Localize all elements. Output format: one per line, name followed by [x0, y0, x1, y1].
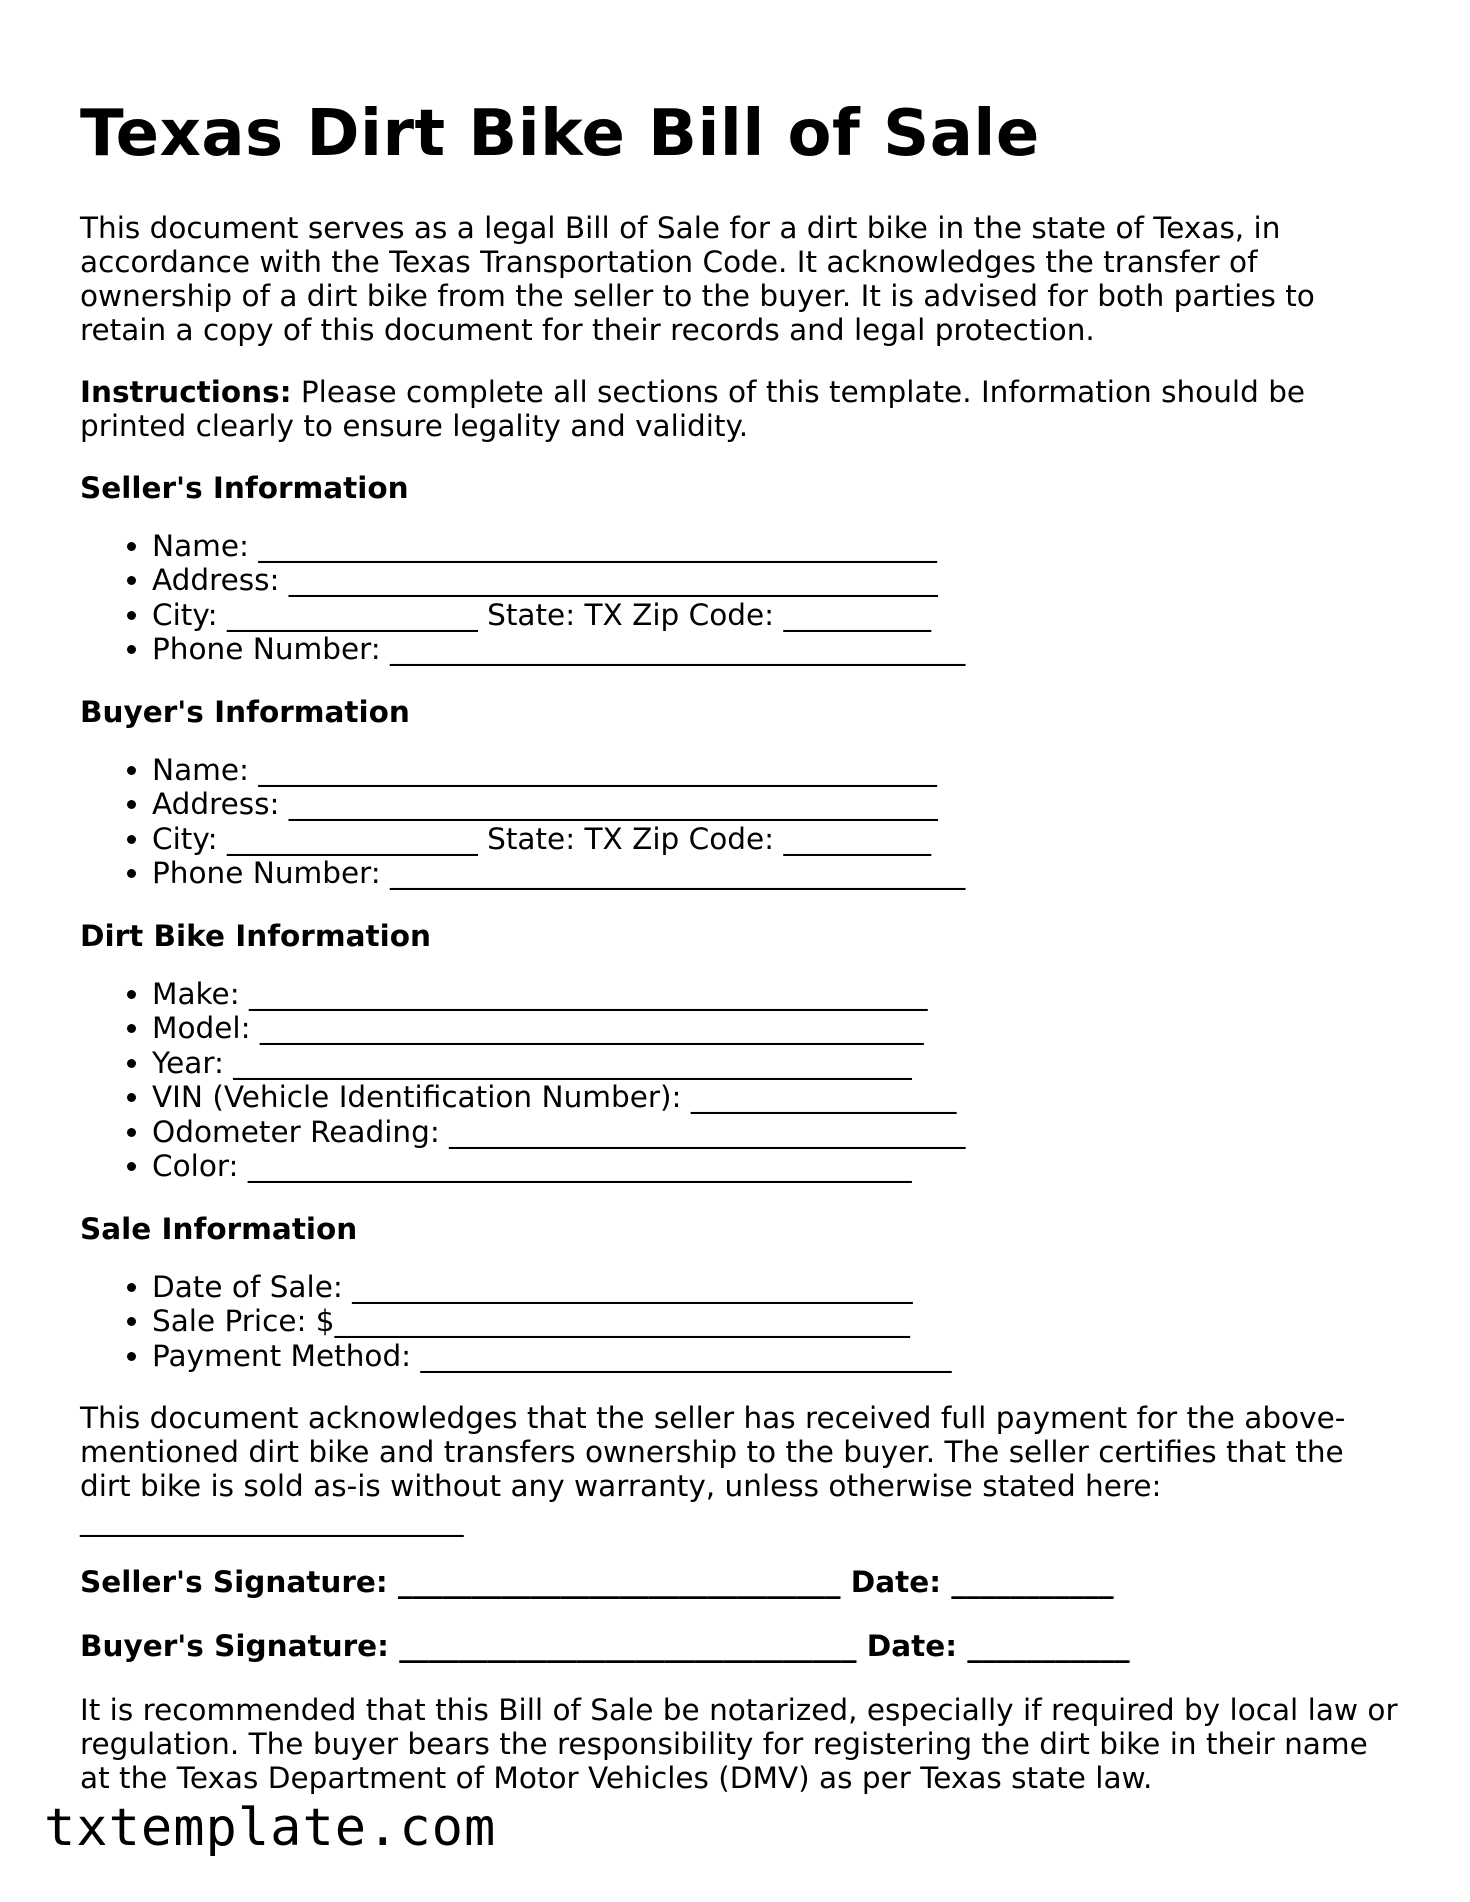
buyer-phone-field[interactable]: • Phone Number: _______________________________________	[152, 856, 1400, 891]
buyer-fields	[80, 753, 1400, 891]
sale-date-field[interactable]: • Date of Sale: ______________________________________	[152, 1270, 1400, 1305]
sale-heading: Sale Information	[80, 1211, 358, 1246]
instructions-label: Instructions:	[80, 374, 292, 409]
buyer-heading: Buyer's Information	[80, 694, 410, 729]
bike-fields	[80, 977, 1400, 1184]
seller-fields	[80, 529, 1400, 667]
bike-odometer-field[interactable]: • Odometer Reading: ___________________________________	[152, 1115, 1400, 1150]
bike-heading: Dirt Bike Information	[80, 918, 431, 953]
bike-year-field[interactable]: • Year: ______________________________________________	[152, 1046, 1400, 1081]
intro-paragraph: This document serves as a legal Bill of Sale for a dirt bike in the state of Texas, in accordance with the Texas Transportation Code. It acknowledges the transfer of ownership of a dirt bike from the seller to the buyer. It is advised for both parties to retain a copy of this document for their records and legal protection.	[80, 210, 1315, 347]
bike-model-field[interactable]: • Model: _____________________________________________	[152, 1011, 1400, 1046]
seller-address-field[interactable]: • Address: ____________________________________________	[152, 563, 1400, 598]
closing-paragraph: It is recommended that this Bill of Sale be notarized, especially if required by local law or regulation. The buyer bears the responsibility for registering the dirt bike in their name at the Texas Department of Motor Vehicles (DMV) as per Texas state law.	[80, 1693, 1398, 1796]
seller-city-state-zip-field[interactable]: • City: _________________ State: TX Zip Code: __________	[152, 598, 1400, 633]
instructions-text: Please complete all sections of this template. Information should be printed clearly to ensure legality and validity.	[80, 374, 1306, 443]
bike-vin-field[interactable]: • VIN (Vehicle Identification Number): __________________	[152, 1080, 1400, 1115]
buyer-city-state-zip-field[interactable]: • City: _________________ State: TX Zip Code: __________	[152, 822, 1400, 857]
seller-heading: Seller's Information	[80, 470, 409, 505]
document	[80, 96, 1400, 1823]
bike-make-field[interactable]: • Make: ______________________________________________	[152, 977, 1400, 1012]
instructions-paragraph	[80, 375, 1400, 443]
buyer-name-field[interactable]: • Name: ______________________________________________	[152, 753, 1400, 788]
seller-signature-line[interactable]: Seller's Signature: ______________________________ Date: ___________	[80, 1565, 1114, 1600]
acknowledgement-paragraph[interactable]: This document acknowledges that the seller has received full payment for the above-mentioned dirt bike and transfers ownership to the buyer. The seller certifies that the dirt bike is sold as-is without any warranty, unless otherwise stated here: __________________________	[80, 1401, 1346, 1538]
watermark: txtemplate.com	[44, 1798, 497, 1858]
sale-price-field[interactable]: • Sale Price: $_______________________________________	[152, 1304, 1400, 1339]
document-title: Texas Dirt Bike Bill of Sale	[80, 97, 1040, 171]
seller-name-field[interactable]: • Name: ______________________________________________	[152, 529, 1400, 564]
sale-fields	[80, 1270, 1400, 1374]
buyer-address-field[interactable]: • Address: ____________________________________________	[152, 787, 1400, 822]
payment-method-field[interactable]: • Payment Method: ____________________________________	[152, 1339, 1400, 1374]
buyer-signature-line[interactable]: Buyer's Signature: _______________________________ Date: ___________	[80, 1629, 1130, 1664]
seller-phone-field[interactable]: • Phone Number: _______________________________________	[152, 632, 1400, 667]
bike-color-field[interactable]: • Color: _____________________________________________	[152, 1149, 1400, 1184]
